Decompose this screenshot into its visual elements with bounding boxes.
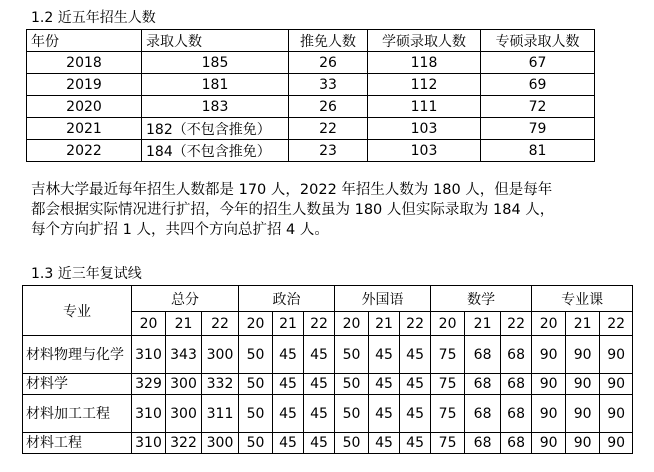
cell-professional: 79 [481, 118, 595, 140]
header-year: 年份 [27, 30, 142, 52]
cell-recommended: 23 [289, 140, 368, 162]
cell-score: 45 [273, 336, 304, 374]
cell-professional: 81 [481, 140, 595, 162]
cell-score: 45 [273, 374, 304, 395]
cell-score: 68 [465, 433, 501, 454]
header-year: 22 [202, 312, 239, 336]
cell-academic: 118 [368, 52, 481, 74]
cell-score: 45 [400, 374, 431, 395]
cell-score: 75 [431, 336, 465, 374]
retest-score-table [22, 285, 633, 454]
cell-year: 2021 [27, 118, 142, 140]
cell-score: 50 [239, 395, 273, 433]
cell-score: 50 [335, 395, 369, 433]
header-year: 21 [369, 312, 400, 336]
cell-score: 90 [600, 374, 633, 395]
cell-score: 75 [431, 395, 465, 433]
cell-academic: 103 [368, 118, 481, 140]
cell-score: 45 [304, 395, 335, 433]
header-major: 专业 [23, 286, 132, 336]
header-year: 20 [532, 312, 566, 336]
cell-score: 300 [166, 374, 202, 395]
cell-professional: 69 [481, 74, 595, 96]
table-row [27, 96, 595, 118]
cell-academic: 103 [368, 140, 481, 162]
cell-year: 2019 [27, 74, 142, 96]
paragraph-line: 都会根据实际情况进行扩招，今年的招生人数虽为 180 人但实际录取为 184 人， [31, 202, 555, 218]
header-group-math: 数学 [431, 286, 532, 312]
cell-score: 75 [431, 374, 465, 395]
cell-score: 50 [239, 374, 273, 395]
header-year: 22 [304, 312, 335, 336]
header-year: 20 [239, 312, 273, 336]
table-row [23, 374, 633, 395]
table-row [23, 336, 633, 374]
section-title-retest-lines: 1.3 近三年复试线 [31, 266, 142, 282]
cell-major-name: 材料物理与化学 [23, 336, 132, 374]
cell-major-name: 材料工程 [23, 433, 132, 454]
cell-score: 45 [369, 395, 400, 433]
cell-admitted: 183 [142, 96, 289, 118]
enrollment-header-row [27, 30, 595, 52]
table-row [23, 433, 633, 454]
cell-year: 2022 [27, 140, 142, 162]
cell-score: 45 [273, 395, 304, 433]
cell-year: 2018 [27, 52, 142, 74]
cell-score: 90 [532, 395, 566, 433]
table-row [27, 74, 595, 96]
cell-score: 50 [335, 374, 369, 395]
table-row [27, 118, 595, 140]
cell-score: 50 [335, 336, 369, 374]
cell-score: 90 [600, 433, 633, 454]
cell-score: 68 [465, 374, 501, 395]
header-year: 22 [600, 312, 633, 336]
cell-score: 332 [202, 374, 239, 395]
header-group-major-course: 专业课 [532, 286, 633, 312]
paragraph-line: 吉林大学最近每年招生人数都是 170 人，2022 年招生人数为 180 人，但是每年 [31, 182, 553, 198]
cell-score: 310 [132, 433, 166, 454]
paragraph-line: 每个方向扩招 1 人，共四个方向总扩招 4 人。 [31, 222, 329, 238]
cell-score: 90 [532, 433, 566, 454]
header-group-politics: 政治 [239, 286, 335, 312]
cell-professional: 67 [481, 52, 595, 74]
cell-score: 68 [501, 336, 532, 374]
cell-score: 310 [132, 395, 166, 433]
header-year: 21 [566, 312, 600, 336]
header-academic: 学硕录取人数 [368, 30, 481, 52]
header-professional: 专硕录取人数 [481, 30, 595, 52]
header-year: 21 [166, 312, 202, 336]
header-group-total: 总分 [132, 286, 239, 312]
header-recommended: 推免人数 [289, 30, 368, 52]
cell-recommended: 33 [289, 74, 368, 96]
cell-admitted: 185 [142, 52, 289, 74]
cell-admitted: 184（不包含推免） [142, 140, 289, 162]
table-row [23, 395, 633, 433]
cell-score: 90 [532, 374, 566, 395]
header-group-foreign-language: 外国语 [335, 286, 431, 312]
retest-group-header-row [23, 286, 633, 312]
header-year: 22 [501, 312, 532, 336]
header-year: 20 [431, 312, 465, 336]
cell-academic: 111 [368, 96, 481, 118]
enrollment-note-paragraph [31, 180, 621, 240]
table-row [27, 52, 595, 74]
cell-score: 343 [166, 336, 202, 374]
cell-year: 2020 [27, 96, 142, 118]
cell-score: 90 [532, 336, 566, 374]
cell-score: 45 [369, 433, 400, 454]
cell-recommended: 26 [289, 96, 368, 118]
header-admitted: 录取人数 [142, 30, 289, 52]
cell-score: 50 [239, 336, 273, 374]
cell-admitted: 182（不包含推免） [142, 118, 289, 140]
cell-score: 45 [400, 336, 431, 374]
cell-score: 45 [304, 336, 335, 374]
table-row [27, 140, 595, 162]
cell-score: 68 [501, 374, 532, 395]
cell-score: 300 [202, 433, 239, 454]
cell-score: 50 [239, 433, 273, 454]
cell-score: 45 [400, 395, 431, 433]
cell-score: 68 [465, 395, 501, 433]
cell-score: 90 [566, 336, 600, 374]
cell-score: 311 [202, 395, 239, 433]
cell-score: 68 [501, 395, 532, 433]
cell-academic: 112 [368, 74, 481, 96]
enrollment-table [26, 29, 595, 162]
cell-score: 310 [132, 336, 166, 374]
cell-major-name: 材料加工工程 [23, 395, 132, 433]
cell-score: 50 [335, 433, 369, 454]
cell-score: 90 [600, 395, 633, 433]
cell-recommended: 26 [289, 52, 368, 74]
cell-score: 45 [400, 433, 431, 454]
header-year: 21 [465, 312, 501, 336]
cell-major-name: 材料学 [23, 374, 132, 395]
header-year: 20 [132, 312, 166, 336]
cell-score: 75 [431, 433, 465, 454]
cell-score: 45 [304, 374, 335, 395]
cell-recommended: 22 [289, 118, 368, 140]
cell-score: 90 [566, 395, 600, 433]
section-title-enrollment: 1.2 近五年招生人数 [31, 10, 156, 26]
cell-score: 322 [166, 433, 202, 454]
cell-score: 68 [501, 433, 532, 454]
header-year: 22 [400, 312, 431, 336]
cell-score: 45 [369, 374, 400, 395]
cell-score: 90 [600, 336, 633, 374]
cell-score: 45 [273, 433, 304, 454]
cell-score: 68 [465, 336, 501, 374]
cell-score: 329 [132, 374, 166, 395]
header-year: 21 [273, 312, 304, 336]
cell-score: 90 [566, 374, 600, 395]
cell-score: 45 [369, 336, 400, 374]
cell-score: 90 [566, 433, 600, 454]
cell-score: 300 [202, 336, 239, 374]
cell-admitted: 181 [142, 74, 289, 96]
cell-score: 300 [166, 395, 202, 433]
cell-score: 45 [304, 433, 335, 454]
header-year: 20 [335, 312, 369, 336]
cell-professional: 72 [481, 96, 595, 118]
